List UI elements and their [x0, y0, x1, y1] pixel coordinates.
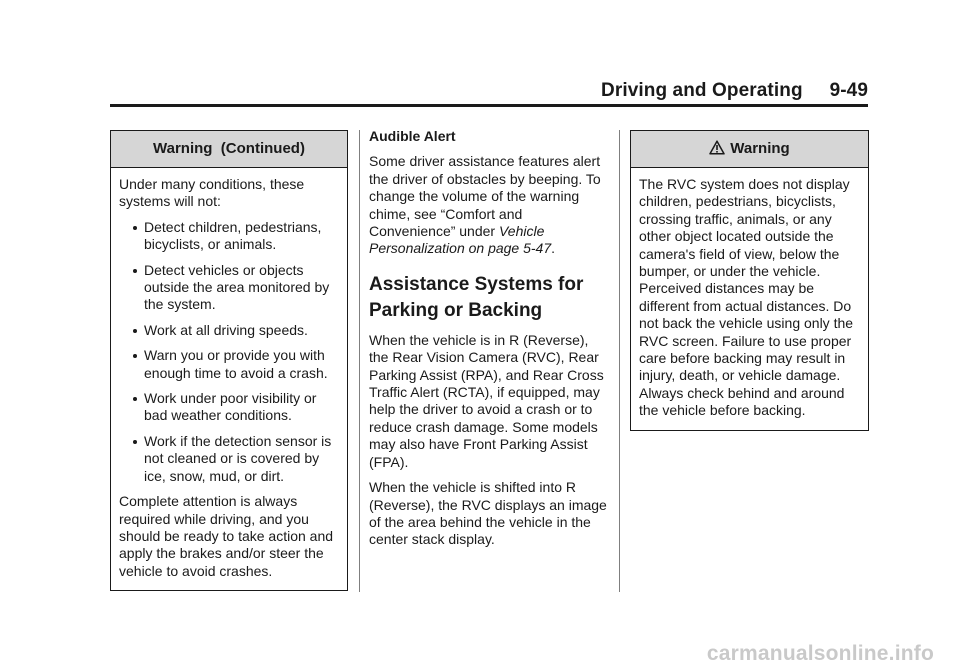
rvc-warning-header	[631, 131, 868, 168]
list-item: Warn you or provide you with enough time to avoid a crash.	[119, 347, 339, 382]
warning-continued-box	[110, 130, 348, 591]
warning-closing: Complete attention is always required while driving, and you should be ready to take action and apply the brakes and/or steer the vehicle to avoid crashes.	[119, 493, 334, 579]
section-title: Assistance Systems for Parking or Backing	[369, 273, 584, 321]
bullet-icon	[133, 440, 137, 444]
bullet-icon	[133, 354, 137, 358]
watermark: carmanualsonline.info	[706, 642, 934, 665]
column-divider-left	[359, 130, 360, 592]
cross-reference-link[interactable]: Vehicle Personalization on page 5-47	[369, 223, 552, 257]
page-title: Driving and Operating 9-49	[601, 80, 868, 101]
rvc-warning-box	[630, 130, 869, 431]
rvc-warning-text: The RVC system does not display children, pedestrians, bicyclists, crossing traffic, animals, or any other object located outside the camera's field of view, below the bumper, or under the vehicle. Perceived distances may be different from actual distances. Do not back the vehicle using only the RVC screen. Failure to use proper care before backing may result in injury, death, or vehicle damage. Always check behind and around the vehicle before backing.	[639, 176, 854, 419]
page-header	[110, 80, 868, 106]
bullet-icon	[133, 329, 137, 333]
list-item: Detect vehicles or objects outside the area monitored by the system.	[119, 262, 339, 314]
bullet-icon	[133, 397, 137, 401]
warning-continued-title: Warning (Continued)	[111, 131, 347, 168]
warning-bullet-list	[119, 219, 339, 485]
list-item: Work under poor visibility or bad weather conditions.	[119, 390, 339, 425]
assistance-paragraph: When the vehicle is in R (Reverse), the Rear Vision Camera (RVC), Rear Parking Assist (RPA), and Rear Cross Traffic Alert (RCTA), if equipped, may help the driver to avoid a crash or to reduce crash damage. Some models may also have Front Parking Assist (FPA).	[369, 331, 604, 470]
bullet-icon	[133, 269, 137, 273]
bullet-icon	[133, 226, 137, 230]
warning-triangle-icon	[709, 140, 725, 159]
audible-alert-paragraph: Some driver assistance features alert the driver of obstacles by beeping. To change the volume of the warning chime, see “Comfort and Convenience” under Vehicle Personalization on page 5-47.	[369, 153, 601, 257]
rvc-warning-title: Warning	[730, 140, 790, 157]
column-divider-right	[619, 130, 620, 592]
warning-intro: Under many conditions, these systems will not:	[119, 176, 305, 210]
page-number: 9-49	[829, 80, 868, 101]
rvc-paragraph: When the vehicle is shifted into R (Reverse), the RVC displays an image of the area behind the vehicle in the center stack display.	[369, 479, 607, 548]
audible-alert-heading: Audible Alert	[369, 128, 456, 144]
list-item: Detect children, pedestrians, bicyclists, or animals.	[119, 219, 339, 254]
list-item: Work if the detection sensor is not cleaned or is covered by ice, snow, mud, or dirt.	[119, 433, 339, 485]
header-rule	[110, 104, 868, 107]
warning-continued-body	[111, 168, 347, 590]
list-item: Work at all driving speeds.	[119, 322, 339, 339]
middle-column	[369, 128, 611, 557]
rvc-warning-body	[631, 168, 868, 430]
